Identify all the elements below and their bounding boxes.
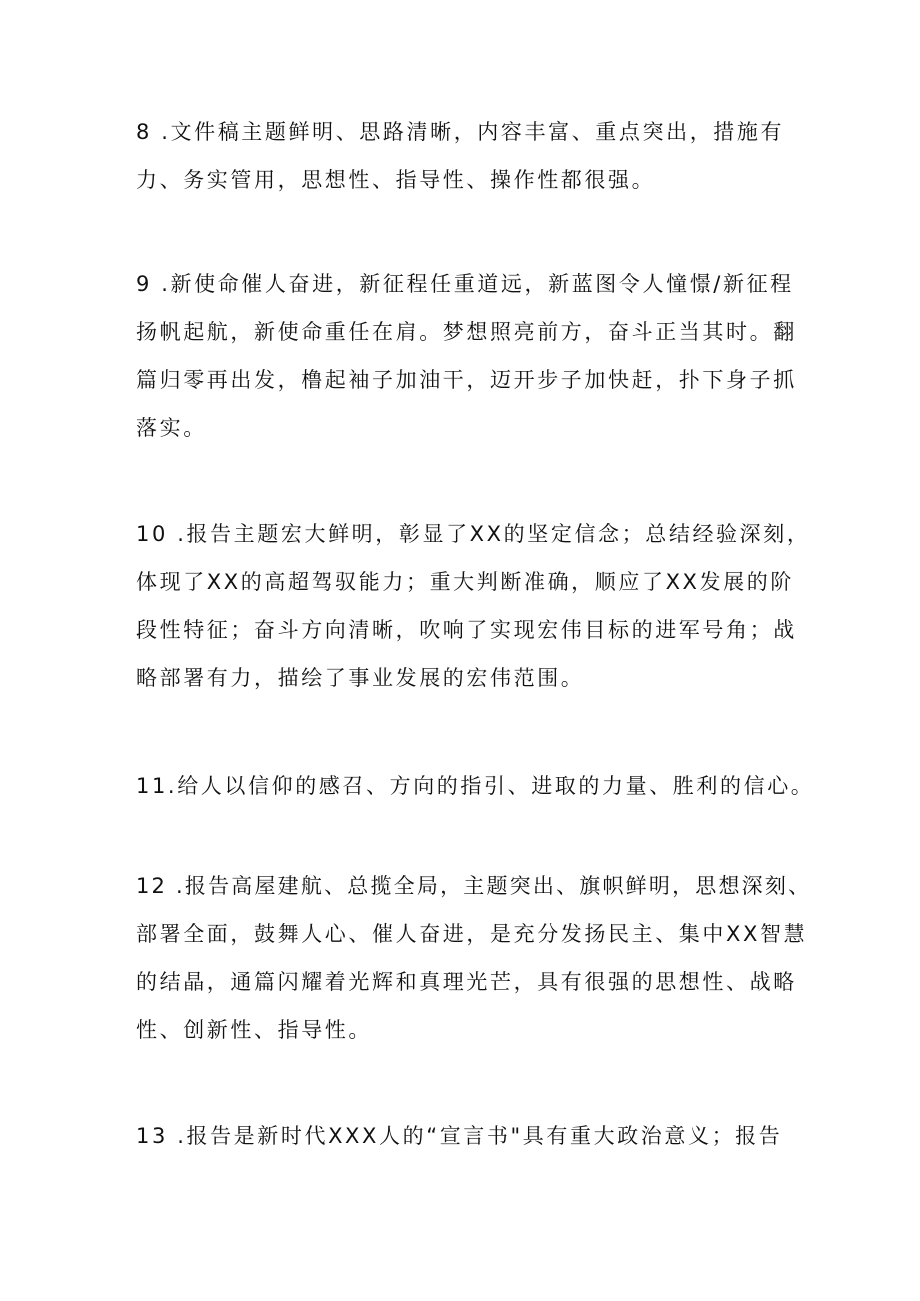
- text-line: 11.给人以信仰的感召、方向的指引、进取的力量、胜利的信心。: [136, 774, 815, 798]
- text-line: 8 .文件稿主题鲜明、思路清晰，内容丰富、重点突出，措施有: [136, 120, 785, 144]
- paragraph-10: [136, 510, 816, 702]
- paragraph-12: [136, 862, 816, 1054]
- text-line: 落实。: [136, 416, 207, 440]
- text-line: 略部署有力，描绘了事业发展的宏伟范围。: [136, 666, 585, 690]
- paragraph-13: [136, 1112, 816, 1160]
- paragraph-8: [136, 108, 816, 204]
- text-line: 性、创新性、指导性。: [136, 1018, 372, 1042]
- text-line: 12 .报告高屋建航、总揽全局，主题突出、旗帜鲜明，思想深刻、: [136, 874, 812, 898]
- text-line: 篇归零再出发，橹起袖子加油干，迈开步子加快赶，扑下身子抓: [136, 368, 797, 392]
- text-line: 段性特征；奋斗方向清晰，吹响了实现宏伟目标的进军号角；战: [136, 618, 797, 642]
- paragraph-11: [136, 762, 816, 810]
- text-line: 体现了XX的高超驾驭能力；重大判断准确，顺应了XX发展的阶: [136, 570, 794, 594]
- text-line: 部署全面，鼓舞人心、催人奋进，是充分发扬民主、集中XX智慧: [136, 922, 808, 946]
- text-line: 的结晶，通篇闪耀着光辉和真理光芒，具有很强的思想性、战略: [136, 970, 797, 994]
- paragraph-9: [136, 260, 816, 452]
- text-line: 9 .新使命催人奋进，新征程任重道远，新蓝图令人憧憬/新征程: [136, 272, 794, 296]
- text-line: 13 .报告是新时代XXX人的“宣言书"具有重大政治意义；报告: [136, 1124, 783, 1148]
- text-line: 10 .报告主题宏大鲜明，彰显了XX的坚定信念；总结经验深刻，: [136, 522, 811, 546]
- text-line: 力、务实管用，思想性、指导性、操作性都很强。: [136, 168, 656, 192]
- text-line: 扬帆起航，新使命重任在肩。梦想照亮前方，奋斗正当其时。翻: [136, 320, 797, 344]
